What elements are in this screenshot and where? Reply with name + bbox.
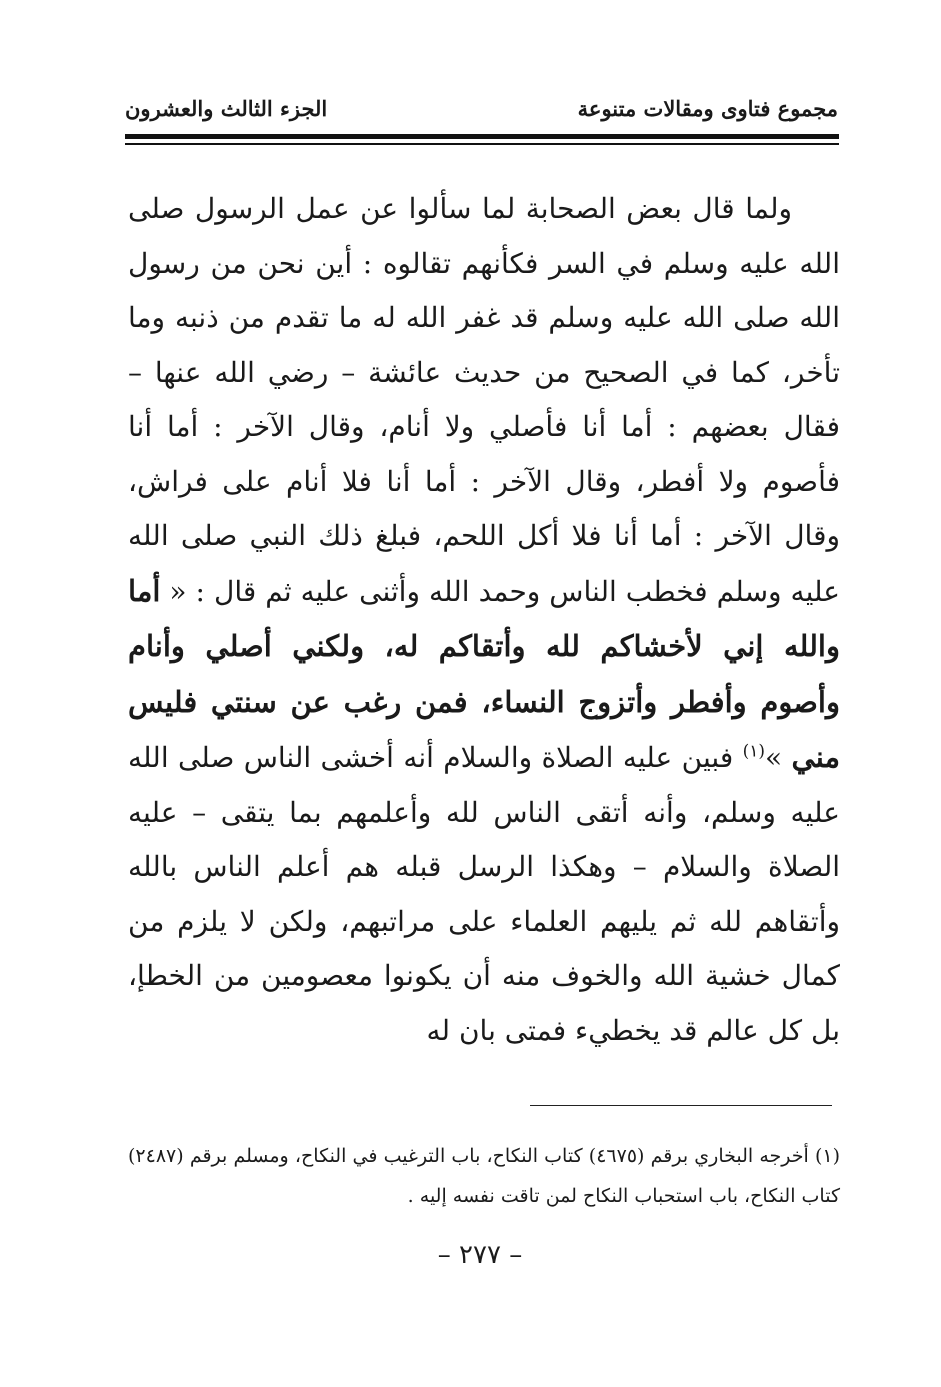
body-paragraph — [128, 182, 840, 1058]
hadith-quote: أما والله إني لأخشاكم لله وأتقاكم له، ولكني أصلي وأنام وأصوم وأفطر وأتزوج النساء، فمن رغب عن سنتي فليس مني — [128, 573, 840, 774]
footnote-reference: (١) — [742, 741, 766, 762]
running-header — [125, 96, 838, 136]
header-rule-thick — [125, 134, 839, 139]
page-number: – ٢٧٧ – — [437, 1240, 523, 1270]
footnote — [128, 1136, 840, 1216]
book-title: مجموع فتاوى ومقالات متنوعة — [577, 96, 838, 121]
footnote-text: (١) أخرجه البخاري برقم (٤٦٧٥) كتاب النكاح، باب الترغيب في النكاح، ومسلم برقم (٢٤٨٧) كتاب النكاح، باب استحباب النكاح لمن تاقت نفسه إليه . — [128, 1145, 840, 1207]
main-text — [128, 182, 840, 1058]
continuation-text: فبين عليه الصلاة والسلام أنه أخشى الناس صلى الله عليه وسلم، وأنه أتقى الناس لله وأعلمهم بما يتقى – عليه الصلاة والسلام – وهكذا الرسل قبله هم أعلم الناس بالله وأتقاهم لله ثم يليهم العلماء على مراتبهم، ولكن لا يلزم من كمال خشية الله والخوف منه أن يكونوا معصومين من الخطإ، بل كل عالم قد يخطيء فمتى بان له — [128, 741, 840, 1047]
intro-text: ولما قال بعض الصحابة لما سألوا عن عمل الرسول صلى الله عليه وسلم في السر فكأنهم تقالوه : أين نحن من رسول الله صلى الله عليه وسلم قد غفر الله له ما تقدم من ذنبه وما تأخر، كما في الصحيح من حديث عائشة – رضي الله عنها – فقال بعضهم : أما أنا فأصلي ولا أنام، وقال الآخر : أما أنا فأصوم ولا أفطر، وقال الآخر : أما أنا فلا أنام على فراش، وقال الآخر : أما أنا فلا أكل اللحم، فبلغ ذلك النبي صلى الله عليه وسلم فخطب الناس وحمد الله وأثنى عليه ثم قال : « — [128, 192, 840, 608]
hadith-close-mark: » — [765, 741, 792, 774]
footnote-separator — [530, 1105, 832, 1106]
header-rule-thin — [125, 143, 839, 145]
volume-label: الجزء الثالث والعشرون — [125, 96, 328, 121]
